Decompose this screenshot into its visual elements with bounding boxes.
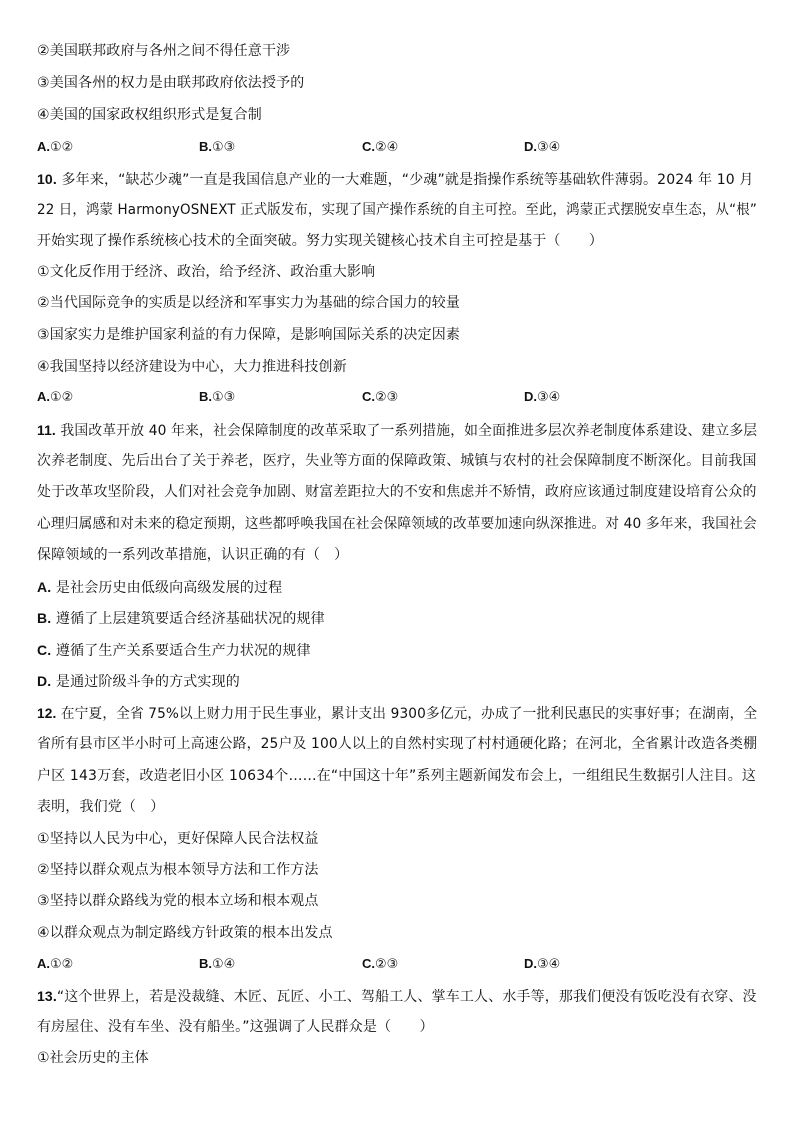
q12-options <box>37 954 757 974</box>
q10-item-2: ②当代国际竞争的实质是以经济和军事实力为基础的综合国力的较量 <box>37 295 461 311</box>
q9-item-4: ④美国的国家政权组织形式是复合制 <box>37 107 262 123</box>
q10-options <box>37 387 757 407</box>
q11-option-a: A. 是社会历史由低级向高级发展的过程 <box>37 579 283 596</box>
q12-stem-line-2: 省所有县市区半小时可上高速公路，25户及 100人以上的自然村实现了村村通硬化路；在河北，全省累计改造各类棚 <box>37 736 758 752</box>
q12-item-3: ③坚持以群众路线为党的根本立场和根本观点 <box>37 893 319 909</box>
q9-option-b: B.①③ <box>199 139 236 155</box>
q10-option-a: A.①② <box>37 389 74 405</box>
q11-stem-line-3: 处于改革攻坚阶段，人们对社会竞争加剧、财富差距拉大的不安和焦虑并不矫情，政府应该通过制度建设培育公众的 <box>37 484 757 500</box>
q12-option-d: D.③④ <box>524 956 561 972</box>
q12-stem-line-1: 12. 在宁夏，全省 75%以上财力用于民生事业，累计支出 9300多亿元，办成了一批利民惠民的实事好事；在湖南，全 <box>37 705 758 722</box>
q11-stem-line-4: 心理归属感和对未来的稳定预期，这些都呼唤我国在社会保障领域的改革要加速向纵深推进。对 40 多年来，我国社会 <box>37 516 757 532</box>
q11-stem-line-2: 次养老制度、先后出台了关于养老，医疗，失业等方面的保障政策、城镇与农村的社会保障制度不断深化。目前我国 <box>37 453 757 469</box>
q9-option-d: D.③④ <box>524 139 561 155</box>
q9-option-c: C.②④ <box>362 139 399 155</box>
q12-option-a: A.①② <box>37 956 74 972</box>
q11-option-d: D. 是通过阶级斗争的方式实现的 <box>37 673 240 690</box>
q12-option-b: B.①④ <box>199 956 236 972</box>
q12-stem-line-3: 户区 143万套，改造老旧小区 10634个……在“中国这十年”系列主题新闻发布会上，一组组民生数据引人注目。这 <box>37 768 757 784</box>
q10-item-4: ④我国坚持以经济建设为中心，大力推进科技创新 <box>37 359 347 375</box>
q10-number: 10. <box>37 171 57 187</box>
q12-item-1: ①坚持以人民为中心，更好保障人民合法权益 <box>37 831 319 847</box>
q11-stem-line-1: 11. 我国改革开放 40 年来，社会保障制度的改革采取了一系列措施，如全面推进多层次养老制度体系建设、建立多层 <box>37 422 758 439</box>
q10-item-1: ①文化反作用于经济、政治，给予经济、政治重大影响 <box>37 264 376 280</box>
q12-number: 12. <box>37 705 57 721</box>
q10-stem-line-3: 开始实现了操作系统核心技术的全面突破。努力实现关键核心技术自主可控是基于（ ） <box>37 233 603 249</box>
q10-option-c: C.②③ <box>362 389 399 405</box>
q9-option-a: A.①② <box>37 139 74 155</box>
q11-stem-line-5: 保障领域的一系列改革措施，认识正确的有（ ） <box>37 547 349 563</box>
q10-option-b: B.①③ <box>199 389 236 405</box>
q9-options <box>37 137 757 157</box>
q12-option-c: C.②③ <box>362 956 399 972</box>
q9-item-2: ②美国联邦政府与各州之间不得任意干涉 <box>37 43 291 59</box>
q12-item-2: ②坚持以群众观点为根本领导方法和工作方法 <box>37 862 319 878</box>
q13-number: 13. <box>37 988 57 1004</box>
q9-item-3: ③美国各州的权力是由联邦政府依法授予的 <box>37 75 305 91</box>
q12-stem-line-4: 表明，我们党（ ） <box>37 799 165 815</box>
q10-item-3: ③国家实力是维护国家利益的有力保障，是影响国际关系的决定因素 <box>37 327 461 343</box>
q10-option-d: D.③④ <box>524 389 561 405</box>
q13-item-1: ①社会历史的主体 <box>37 1050 149 1066</box>
q10-stem-line-1: 10. 多年来，“缺芯少魂”一直是我国信息产业的一大难题，“少魂”就是指操作系统等基础软件薄弱。2024 年 10 月 <box>37 171 754 188</box>
q12-item-4: ④以群众观点为制定路线方针政策的根本出发点 <box>37 925 333 941</box>
q10-stem-line-2: 22 日，鸿蒙 HarmonyOSNEXT 正式版发布，实现了国产操作系统的自主可控。至此，鸿蒙正式摆脱安卓生态，从“根” <box>37 202 757 218</box>
q13-stem-line-1: 13.“这个世界上，若是没裁缝、木匠、瓦匠、小工、驾船工人、掌车工人、水手等，那我们便没有饭吃没有衣穿、没 <box>37 988 757 1005</box>
q13-stem-line-2: 有房屋住、没有车坐、没有船坐。”这强调了人民群众是（ ） <box>37 1019 434 1035</box>
q11-option-c: C. 遵循了生产关系要适合生产力状况的规律 <box>37 642 311 659</box>
q11-option-b: B. 遵循了上层建筑要适合经济基础状况的规律 <box>37 610 325 627</box>
q11-number: 11. <box>37 422 56 438</box>
